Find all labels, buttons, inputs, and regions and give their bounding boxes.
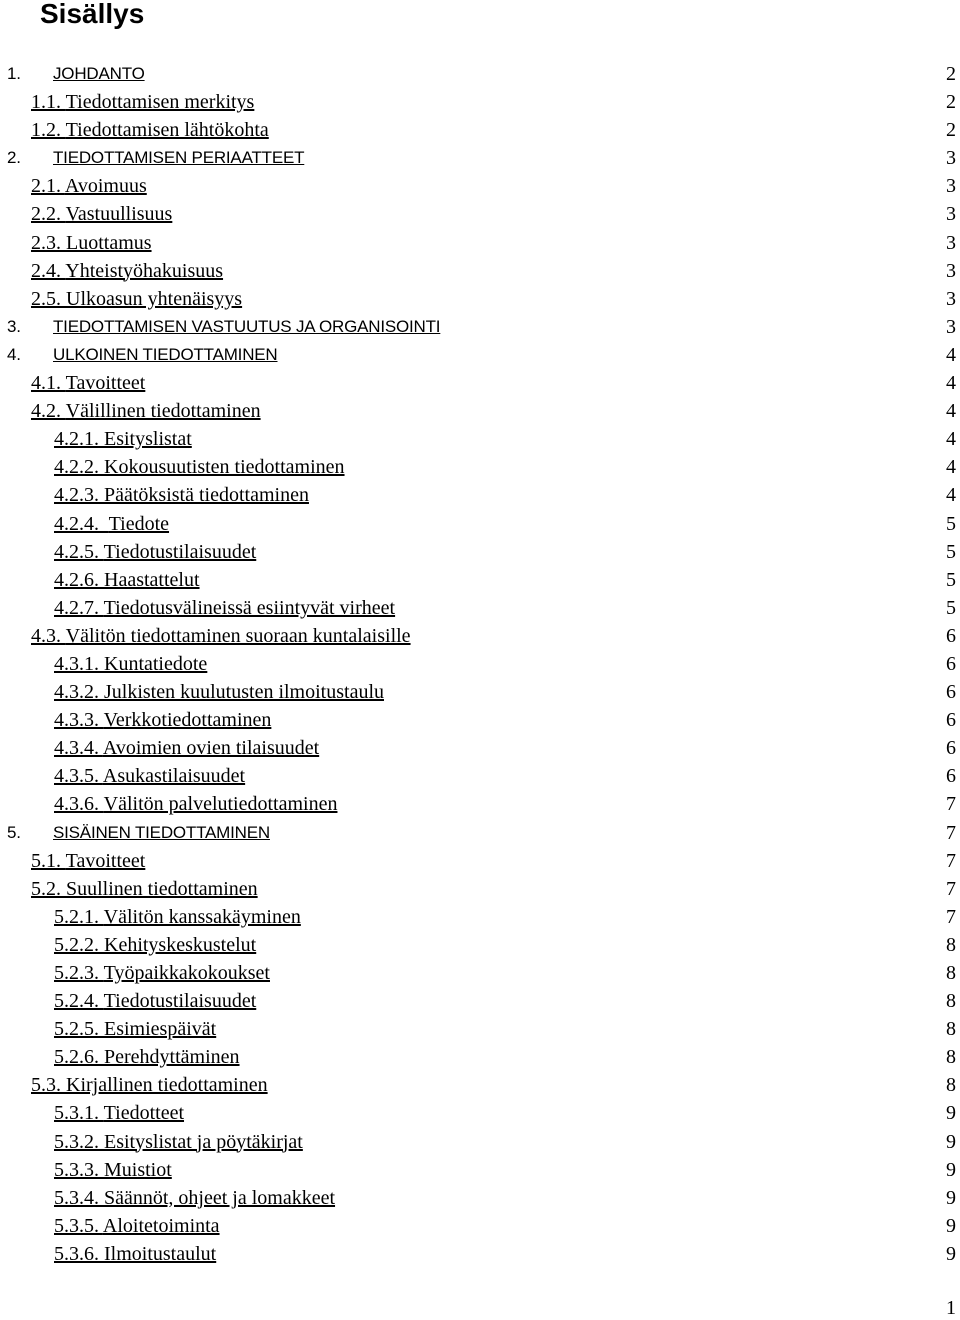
toc-entry-link[interactable] — [31, 285, 242, 313]
toc-entry-link[interactable] — [54, 453, 345, 481]
toc-entry-number: 4.3.3. — [54, 709, 99, 732]
toc-entry-number: 2.5. — [31, 287, 61, 310]
toc-entry-label: Julkisten kuulutusten ilmoitustaulu — [104, 681, 384, 704]
toc-entry — [0, 959, 960, 987]
toc-entry-page: 4 — [946, 456, 956, 479]
toc-entry-link[interactable] — [7, 144, 304, 172]
toc-entry-link[interactable] — [54, 734, 319, 762]
toc-entry-link[interactable] — [31, 1071, 268, 1099]
toc-entry-number: 5. — [7, 822, 21, 842]
toc-entry-link[interactable] — [31, 172, 147, 200]
toc-entry — [0, 200, 960, 228]
toc-entry-label: Ilmoitustaulut — [104, 1242, 217, 1265]
toc-entry-label: SISÄINEN TIEDOTTAMINEN — [53, 822, 270, 842]
toc-entry-number: 4.3.6. — [54, 793, 99, 816]
toc-entry-number: 2.3. — [31, 231, 61, 254]
toc-entry-page: 9 — [946, 1242, 956, 1265]
toc-entry-link[interactable] — [31, 200, 172, 228]
toc-entry-label: Tavoitteet — [65, 849, 146, 872]
toc-entry-number: 4.2.6. — [54, 568, 99, 591]
toc-entry-number: 5.2.1. — [54, 905, 99, 928]
toc-entry-link[interactable] — [7, 60, 145, 88]
toc-entry-label: Avoimuus — [64, 175, 147, 198]
toc-entry-label: Säännöt, ohjeet ja lomakkeet — [104, 1186, 336, 1209]
toc-entry-number: 4.3.4. — [54, 737, 99, 760]
toc-entry-label: Kirjallinen tiedottaminen — [66, 1074, 268, 1097]
toc-entry-page: 7 — [946, 849, 956, 872]
toc-entry-label: Perehdyttäminen — [104, 1046, 240, 1069]
toc-entry-link[interactable] — [54, 425, 192, 453]
toc-entry-number: 5.3.2. — [54, 1130, 99, 1153]
toc-entry — [0, 678, 960, 706]
toc-entry — [0, 566, 960, 594]
toc-entry-link[interactable] — [31, 397, 261, 425]
toc-entry-label: TIEDOTTAMISEN PERIAATTEET — [53, 148, 305, 168]
toc-entry-number: 5.1. — [31, 849, 61, 872]
toc-entry-label: Yhteistyöhakuisuus — [65, 259, 224, 282]
toc-entry-link[interactable] — [54, 510, 169, 538]
toc-entry-page: 9 — [946, 1102, 956, 1125]
toc-entry-link[interactable] — [7, 341, 278, 369]
toc-entry-page: 3 — [946, 315, 956, 338]
toc-entry-label: Asukastilaisuudet — [102, 765, 246, 788]
toc-entry-page: 8 — [946, 1018, 956, 1041]
toc-entry-label: Tavoitteet — [65, 372, 146, 395]
page-number: 1 — [946, 1297, 956, 1319]
toc-entry — [0, 1128, 960, 1156]
toc-entry-page: 6 — [946, 737, 956, 760]
toc-entry-label: Kuntatiedote — [104, 652, 208, 675]
toc-entry-link[interactable] — [31, 88, 254, 116]
toc-entry — [0, 931, 960, 959]
toc-entry-page: 6 — [946, 709, 956, 732]
toc-entry-label: Ulkoasun yhtenäisyys — [66, 287, 243, 310]
toc-entry-number: 4.2.4. — [54, 512, 104, 535]
toc-entry-label: Tiedotteet — [103, 1102, 185, 1125]
toc-entry-page: 4 — [946, 343, 956, 366]
toc-entry-number: 5.3.1. — [54, 1102, 99, 1125]
toc-entry-number: 2.4. — [31, 259, 61, 282]
toc-entry-link[interactable] — [54, 706, 271, 734]
toc-entry — [0, 229, 960, 257]
toc-entry-page: 3 — [946, 147, 956, 170]
toc-entry-link[interactable] — [31, 875, 258, 903]
toc-entry — [0, 144, 960, 172]
toc-entry-label: Välitön tiedottaminen suoraan kuntalaisille — [65, 624, 411, 647]
toc-entry-page: 7 — [946, 905, 956, 928]
toc-entry-number: 1.2. — [31, 119, 61, 142]
toc-entry-label: Muistiot — [104, 1158, 172, 1181]
toc-entry-link[interactable] — [54, 1184, 335, 1212]
toc-entry-label: Päätöksistä tiedottaminen — [104, 484, 309, 507]
toc-entry-page: 5 — [946, 540, 956, 563]
toc-entry-page: 7 — [946, 821, 956, 844]
toc-entry — [0, 1071, 960, 1099]
toc-entry-label: Esityslistat ja pöytäkirjat — [104, 1130, 303, 1153]
toc-entry-label: Tiedotustilaisuudet — [103, 540, 257, 563]
toc-entry-label: Luottamus — [66, 231, 152, 254]
toc-entry-number: 4.2.5. — [54, 540, 99, 563]
toc-entry-number: 4.3.2. — [54, 681, 99, 704]
toc-entry-label: Avoimien ovien tilaisuudet — [102, 737, 320, 760]
toc-entry — [0, 341, 960, 369]
toc-entry-number: 5.2.6. — [54, 1046, 99, 1069]
toc-entry — [0, 1043, 960, 1071]
toc-entry-label: Suullinen tiedottaminen — [66, 877, 258, 900]
toc-entry-number: 4.2.2. — [54, 456, 99, 479]
toc-entry — [0, 622, 960, 650]
toc-entry-number: 5.3.4. — [54, 1186, 99, 1209]
toc-entry-link[interactable] — [7, 313, 440, 341]
toc-entry-link[interactable] — [7, 819, 270, 847]
toc-entry-page: 9 — [946, 1130, 956, 1153]
toc-entry-number: 5.2. — [31, 877, 61, 900]
toc-entry-page: 6 — [946, 624, 956, 647]
toc-entry — [0, 172, 960, 200]
toc-entry-number: 5.3.5. — [54, 1214, 99, 1237]
toc-entry — [0, 734, 960, 762]
toc-entry — [0, 425, 960, 453]
toc-entry-page: 9 — [946, 1186, 956, 1209]
toc-entry-number: 5.2.3. — [54, 962, 99, 984]
toc-entry-link[interactable] — [54, 1015, 216, 1043]
toc-entry-link[interactable] — [54, 594, 395, 622]
toc-entry-label: Tiedotustilaisuudet — [103, 990, 257, 1013]
toc-entry-link[interactable] — [54, 1128, 303, 1156]
toc-entry-link[interactable] — [54, 790, 337, 818]
toc-entry-page: 4 — [946, 372, 956, 395]
toc-entry-number: 5.3. — [31, 1074, 61, 1097]
toc-entry-label: Haastattelut — [104, 568, 200, 591]
toc-entry-number: 4.3.5. — [54, 765, 99, 788]
toc-entry — [0, 987, 960, 1015]
toc-entry-link[interactable] — [54, 538, 256, 566]
toc-entry-number: 5.2.5. — [54, 1018, 99, 1041]
toc-entry-label: ULKOINEN TIEDOTTAMINEN — [53, 344, 278, 364]
toc-entry-link[interactable] — [54, 903, 301, 931]
toc-entry-page: 8 — [946, 1074, 956, 1097]
toc-entry-label: JOHDANTO — [53, 64, 145, 83]
toc-entry — [0, 60, 960, 88]
toc-entry-number: 2.1. — [31, 175, 61, 198]
toc-entry-link[interactable] — [31, 229, 152, 257]
toc-entry-link[interactable] — [54, 1099, 184, 1127]
toc-entry-page: 8 — [946, 933, 956, 956]
toc-entry-label: Verkkotiedottaminen — [103, 709, 272, 732]
toc-entry-page: 3 — [946, 231, 956, 254]
toc-entry-link[interactable] — [31, 116, 269, 144]
toc-entry-link[interactable] — [54, 481, 309, 509]
toc-entry — [0, 313, 960, 341]
toc-entry-number: 5.3.6. — [54, 1242, 99, 1265]
toc-entry-link[interactable] — [31, 622, 411, 650]
toc-entry-page: 4 — [946, 484, 956, 507]
toc-entry-number: 5.2.2. — [54, 933, 99, 956]
toc-entry-page: 9 — [946, 1158, 956, 1181]
toc-entry-page: 6 — [946, 652, 956, 675]
toc-entry-page: 2 — [946, 119, 956, 142]
toc-entry-page: 8 — [946, 962, 956, 984]
toc-entry-label: Tiedotusvälineissä esiintyvät virheet — [103, 596, 396, 619]
toc-entry-number: 4.1. — [31, 372, 61, 395]
toc-entry — [0, 762, 960, 790]
toc-entry-page: 5 — [946, 568, 956, 591]
toc-entry — [0, 594, 960, 622]
toc-entry-page: 9 — [946, 1214, 956, 1237]
toc-entry-link[interactable] — [54, 566, 200, 594]
toc-entry-number: 4. — [7, 344, 21, 364]
toc-entry-link[interactable] — [54, 1240, 216, 1268]
toc-entry-page: 6 — [946, 765, 956, 788]
toc-entry-number: 3. — [7, 316, 21, 336]
toc-entry — [0, 538, 960, 566]
toc-entry-page: 3 — [946, 287, 956, 310]
page-title: Sisällys — [40, 0, 145, 29]
toc-entry — [0, 1015, 960, 1043]
toc-entry-link[interactable] — [54, 678, 384, 706]
toc-entry-link[interactable] — [54, 1156, 172, 1184]
toc-entry-label: Tiedottamisen lähtökohta — [65, 119, 269, 142]
toc-entry-number: 1. — [7, 64, 21, 83]
toc-entry — [0, 453, 960, 481]
toc-entry-number: 4.2.3. — [54, 484, 99, 507]
toc-entry-label: Välitön kanssakäyminen — [103, 905, 301, 928]
toc-entry — [0, 116, 960, 144]
toc-entry-link[interactable] — [54, 931, 256, 959]
toc-entry-number: 2. — [7, 148, 21, 168]
toc-entry — [0, 847, 960, 875]
toc-entry — [0, 285, 960, 313]
toc-entry-page: 3 — [946, 203, 956, 226]
toc-entry-page: 4 — [946, 428, 956, 451]
toc-entry — [0, 1099, 960, 1127]
toc-entry-label: Työpaikkakokoukset — [103, 962, 270, 984]
toc-entry — [0, 1184, 960, 1212]
toc-entry-label: Välillinen tiedottaminen — [65, 400, 261, 423]
toc-entry-number: 4.2. — [31, 400, 61, 423]
toc-entry-page: 5 — [946, 512, 956, 535]
toc-entry-page: 6 — [946, 681, 956, 704]
toc-entry-link[interactable] — [54, 959, 270, 987]
toc-entry-page: 3 — [946, 259, 956, 282]
toc-entry-page: 4 — [946, 400, 956, 423]
toc-entry-number: 4.3. — [31, 624, 61, 647]
table-of-contents — [0, 60, 960, 1268]
toc-entry-link[interactable] — [31, 257, 223, 285]
toc-entry-page: 2 — [946, 63, 956, 85]
toc-entry-label: Välitön palvelutiedottaminen — [103, 793, 338, 816]
toc-entry — [0, 819, 960, 847]
toc-entry — [0, 790, 960, 818]
toc-entry-page: 7 — [946, 793, 956, 816]
toc-entry — [0, 650, 960, 678]
toc-entry-page: 8 — [946, 990, 956, 1013]
toc-entry-page: 7 — [946, 877, 956, 900]
toc-entry-label: Tiedote — [108, 512, 170, 535]
toc-entry-label: Tiedottamisen merkitys — [65, 91, 255, 114]
toc-entry-page: 8 — [946, 1046, 956, 1069]
toc-entry — [0, 257, 960, 285]
toc-entry-label: Esityslistat — [104, 428, 192, 451]
toc-entry-link[interactable] — [31, 847, 145, 875]
toc-entry — [0, 903, 960, 931]
toc-entry — [0, 510, 960, 538]
toc-entry-link[interactable] — [54, 762, 245, 790]
toc-entry — [0, 1240, 960, 1268]
toc-entry-number: 1.1. — [31, 91, 61, 114]
toc-entry-link[interactable] — [54, 987, 256, 1015]
toc-entry-page: 3 — [946, 175, 956, 198]
toc-entry-label: Vastuullisuus — [65, 203, 173, 226]
toc-entry-number: 2.2. — [31, 203, 61, 226]
toc-entry-label: Esimiespäivät — [104, 1018, 217, 1041]
toc-entry-link[interactable] — [54, 650, 207, 678]
toc-entry — [0, 481, 960, 509]
toc-entry-number: 4.2.7. — [54, 596, 99, 619]
toc-entry — [0, 397, 960, 425]
toc-entry-label: TIEDOTTAMISEN VASTUUTUS JA ORGANISOINTI — [53, 316, 441, 336]
toc-entry-number: 5.2.4. — [54, 990, 99, 1013]
toc-entry-page: 5 — [946, 596, 956, 619]
toc-entry-link[interactable] — [31, 369, 145, 397]
toc-entry-label: Kehityskeskustelut — [104, 933, 257, 956]
toc-entry-label: Aloitetoiminta — [102, 1214, 220, 1237]
toc-entry-number: 4.2.1. — [54, 428, 99, 451]
toc-entry — [0, 1156, 960, 1184]
toc-entry — [0, 1212, 960, 1240]
toc-entry-page: 2 — [946, 91, 956, 114]
toc-entry-label: Kokousuutisten tiedottaminen — [104, 456, 345, 479]
toc-entry — [0, 369, 960, 397]
toc-entry-link[interactable] — [54, 1212, 220, 1240]
toc-entry-link[interactable] — [54, 1043, 240, 1071]
toc-entry — [0, 706, 960, 734]
toc-entry-number: 4.3.1. — [54, 652, 99, 675]
toc-entry — [0, 88, 960, 116]
toc-entry-number: 5.3.3. — [54, 1158, 99, 1181]
toc-entry — [0, 875, 960, 903]
